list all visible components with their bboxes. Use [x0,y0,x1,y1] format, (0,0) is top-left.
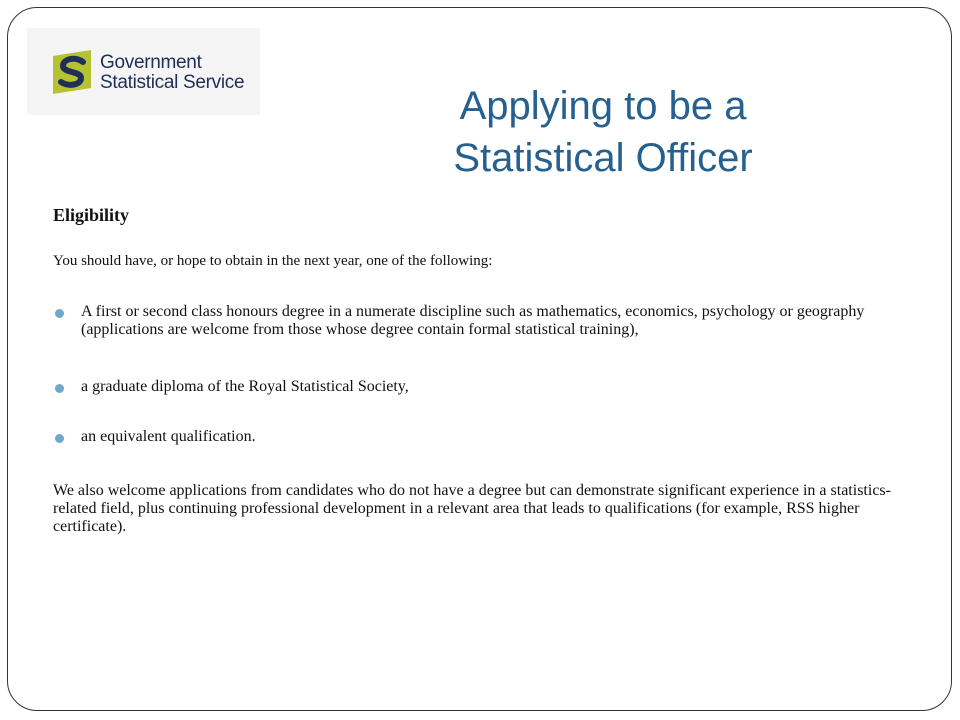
list-item [53,378,923,396]
slide-body [53,204,923,536]
closing-paragraph: We also welcome applications from candidates who do not have a degree but can demonstrate significant experience in a statistics-related field, plus continuing professional development in a relevant area that leads to qualifications (for example, RSS higher certificate). [53,482,891,535]
section-heading: Eligibility [53,205,130,225]
list-item-text: a graduate diploma of the Royal Statistical Society, [81,378,409,395]
list-item-text: an equivalent qualification. [81,428,256,445]
slide-frame [7,7,952,711]
title-line-1: Applying to be a [459,84,747,128]
intro-text: You should have, or hope to obtain in the next year, one of the following: [53,253,493,269]
list-item [53,428,923,446]
gss-logo-mark-icon [49,50,95,94]
page-title [383,80,823,184]
title-line-2: Statistical Officer [453,136,753,180]
logo-line-1: Government [100,52,202,73]
gss-logo-text [100,53,244,93]
logo-line-2: Statistical Service [100,72,245,93]
bullet-icon [55,309,64,318]
gss-logo [27,28,260,115]
list-item-text: A first or second class honours degree in a numerate discipline such as mathematics, economics, psychology or geography (applications are welcome from those whose degree contain formal statistical training), [81,303,865,338]
list-item [53,303,923,339]
bullet-icon [55,384,64,393]
bullet-icon [55,434,64,443]
eligibility-list [53,303,923,446]
